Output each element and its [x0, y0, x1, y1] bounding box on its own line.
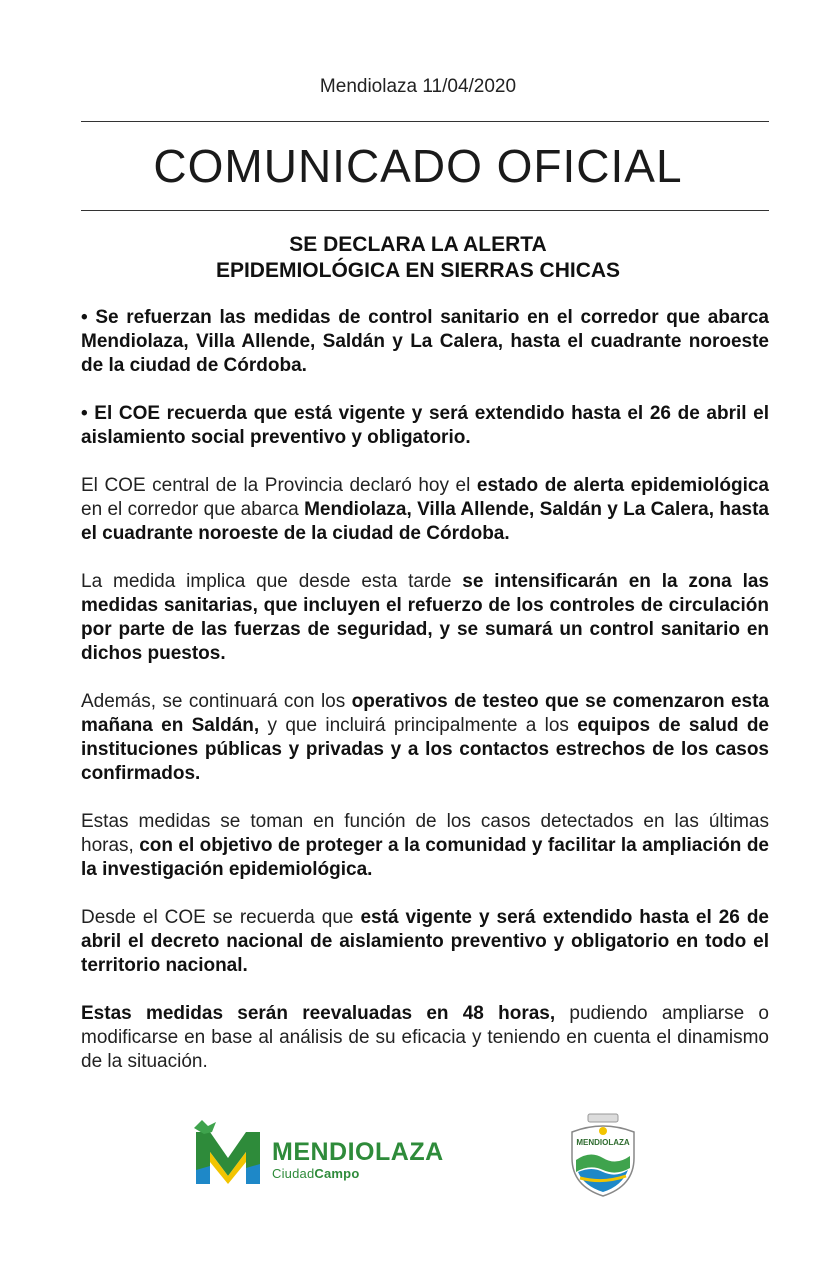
seal-label: MENDIOLAZA	[576, 1138, 630, 1147]
paragraph-4	[81, 570, 769, 666]
mendiolaza-ciudad-campo-logo	[192, 1118, 452, 1188]
paragraph-3	[81, 474, 769, 546]
bold-text: Estas medidas serán reevaluadas en 48 horas,	[81, 1003, 556, 1024]
headline-line-1: SE DECLARA LA ALERTA	[289, 233, 547, 256]
regular-text: y que incluirá principalmente a los	[259, 715, 578, 736]
regular-text: El COE central de la Provincia declaró hoy el	[81, 475, 477, 496]
top-divider	[81, 121, 769, 122]
regular-text: La medida implica que desde esta tarde	[81, 571, 463, 592]
regular-text: Desde el COE se recuerda que	[81, 907, 361, 928]
body-text	[81, 306, 769, 1098]
paragraph-5	[81, 690, 769, 786]
bold-text: se intensificarán en la zona las medidas sanitarias, que incluyen el refuerzo de los controles de circulación por parte de las fuerzas de seguridad, y se sumará un control sanitario en dichos puestos.	[81, 571, 769, 664]
seal-emblem-icon	[560, 1112, 646, 1198]
paragraph-6	[81, 810, 769, 882]
regular-text: en el corredor que abarca	[81, 499, 305, 520]
logo-tagline	[272, 1166, 359, 1181]
bold-text: equipos de salud de instituciones públicas y privadas y a los contactos estrechos de los casos confirmados.	[81, 715, 769, 784]
headline-line-2: EPIDEMIOLÓGICA EN SIERRAS CHICAS	[215, 259, 621, 282]
bold-text: • Se refuerzan las medidas de control sanitario en el corredor que abarca Mendiolaza, Villa Allende, Saldán y La Calera, hasta el cuadrante noroeste de la ciudad de Córdoba.	[81, 307, 769, 376]
bold-text: • El COE recuerda que está vigente y será extendido hasta el 26 de abril el aislamiento social preventivo y obligatorio.	[81, 403, 769, 448]
headline	[0, 232, 836, 284]
municipal-seal	[560, 1112, 646, 1198]
page-title: COMUNICADO OFICIAL	[153, 140, 683, 192]
bold-text: operativos de testeo que se comenzaron esta mañana en Saldán,	[81, 691, 770, 736]
tagline-part: Ciudad	[272, 1166, 315, 1181]
document-date: Mendiolaza 11/04/2020	[319, 76, 517, 97]
bottom-divider	[81, 210, 769, 211]
paragraph-7	[81, 906, 769, 978]
m-logo-icon	[192, 1118, 264, 1188]
bullet-paragraph-2	[81, 402, 769, 450]
bold-text: está vigente y será extendido hasta el 26 de abril el decreto nacional de aislamiento preventivo y obligatorio en todo el territorio nacional.	[81, 907, 769, 976]
regular-text: Estas medidas se toman en función de los casos detectados en las últimas horas,	[81, 811, 769, 856]
logo-wordmark: MENDIOLAZA	[272, 1138, 444, 1166]
paragraph-8	[81, 1002, 769, 1074]
bold-text: estado de alerta epidemiológica	[476, 475, 769, 496]
bullet-paragraph-1	[81, 306, 769, 378]
tagline-part-bold: Campo	[314, 1166, 360, 1181]
bold-text: con el objetivo de proteger a la comunidad y facilitar la ampliación de la investigación epidemiológica.	[81, 835, 769, 880]
regular-text: pudiendo ampliarse o modificarse en base al análisis de su eficacia y teniendo en cuenta el dinamismo de la situación.	[81, 1003, 769, 1072]
bold-text: Mendiolaza, Villa Allende, Saldán y La Calera, hasta el cuadrante noroeste de la ciudad de Córdoba.	[81, 499, 769, 544]
regular-text: Además, se continuará con los	[81, 691, 352, 712]
